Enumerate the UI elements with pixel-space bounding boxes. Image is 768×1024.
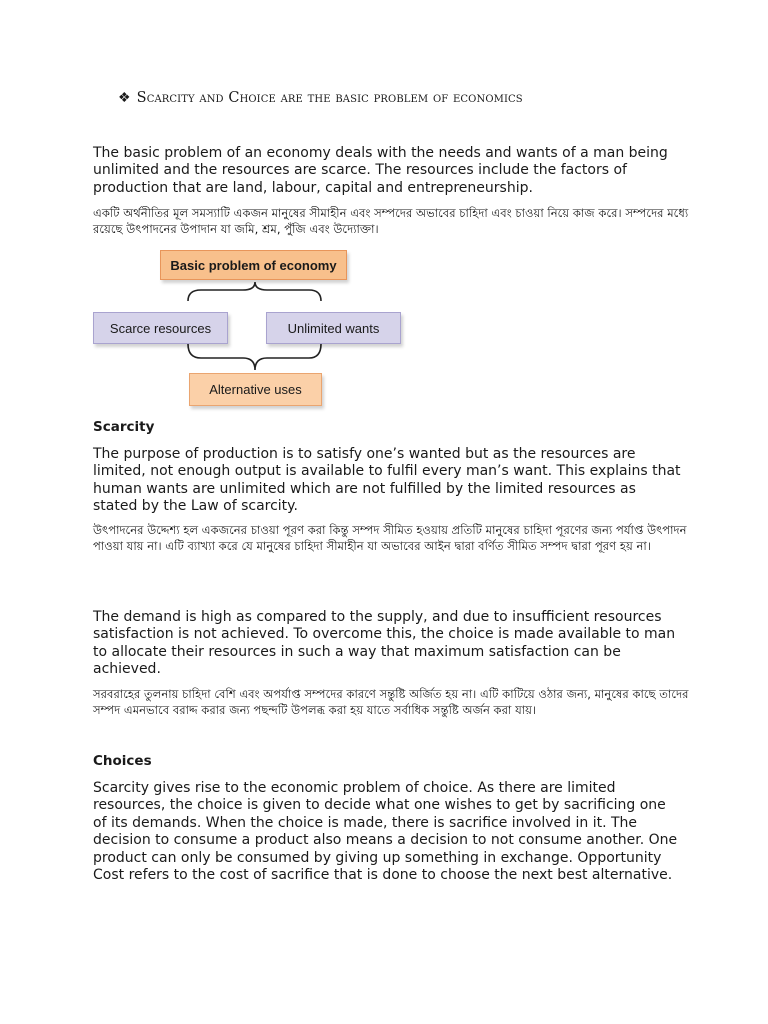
scarcity-paragraph-bn: উৎপাদনের উদ্দেশ্য হল একজনের চাওয়া পূরণ করা কিন্তু সম্পদ সীমিত হওয়ায় প্রতিটি মানুষের চাহিদা পূরণের জন্য পর্যাপ্ত উৎপাদন পাওয়া যায় না। এটি ব্যাখ্যা করে যে মানুষের চাহিদা সীমাহীন যা অভাবের আইন দ্বারা বর্ণিত সীমিত সম্পদ দ্বারা পূরণ হয় না। [93, 523, 687, 553]
scarcity-heading: Scarcity [93, 419, 155, 435]
alternative-uses-box: Alternative uses [189, 373, 322, 406]
unlimited-wants-box: Unlimited wants [266, 312, 401, 344]
scarcity-paragraph-en: The purpose of production is to satisfy one’s wanted but as the resources are limited, not enough output is available to fulfil every man’s want. This explains that human wants are unlimited which are not fulfilled by the limited resources as stated by the Law of scarcity. [93, 446, 681, 515]
page-title [118, 90, 718, 106]
basic-problem-box: Basic problem of economy [160, 250, 347, 280]
intro-paragraph-bn: একটি অর্থনীতির মূল সমস্যাটি একজন মানুষের সীমাহীন এবং সম্পদের অভাবের চাহিদা এবং চাওয়া নিয়ে কাজ করে। সম্পদের মধ্যে রয়েছে উৎপাদনের উপাদান যা জমি, শ্রম, পুঁজি এবং উদ্যোক্তা। [93, 206, 689, 236]
diamond-bullet-icon: ❖ [118, 90, 131, 106]
choices-heading: Choices [93, 753, 152, 769]
demand-paragraph-en: The demand is high as compared to the supply, and due to insufficient resources satisfaction is not achieved. To overcome this, the choice is made available to man to allocate their resources in such a way that maximum satisfaction can be achieved. [93, 609, 676, 678]
scarce-resources-box: Scarce resources [93, 312, 228, 344]
economy-problem-diagram [93, 248, 405, 412]
choices-paragraph-en: Scarcity gives rise to the economic problem of choice. As there are limited resources, the choice is given to decide what one wishes to get by sacrificing one of its demands. When the choice is made, there is sacrifice involved in it. The decision to consume a product also means a decision to not consume another. One product can only be consumed by giving up something in exchange. Opportunity Cost refers to the cost of sacrifice that is done to choose the next best alternative. [93, 780, 678, 884]
bottom-brace [188, 344, 321, 370]
intro-paragraph-en: The basic problem of an economy deals with the needs and wants of a man being unlimited and the resources are scarce. The resources include the factors of production that are land, labour, capital and entrepreneurship. [93, 145, 668, 196]
top-brace [188, 282, 321, 301]
page-title-text: Scarcity and Choice are the basic problem of economics [136, 90, 523, 106]
demand-paragraph-bn: সরবরাহের তুলনায় চাহিদা বেশি এবং অপর্যাপ্ত সম্পদের কারণে সন্তুষ্টি অর্জিত হয় না। এটি কাটিয়ে ওঠার জন্য, মানুষের কাছে তাদের সম্পদ এমনভাবে বরাদ্দ করার জন্য পছন্দটি উপলব্ধ করা হয় যাতে সর্বাধিক সন্তুষ্টি অর্জন করা যায়। [93, 687, 689, 717]
